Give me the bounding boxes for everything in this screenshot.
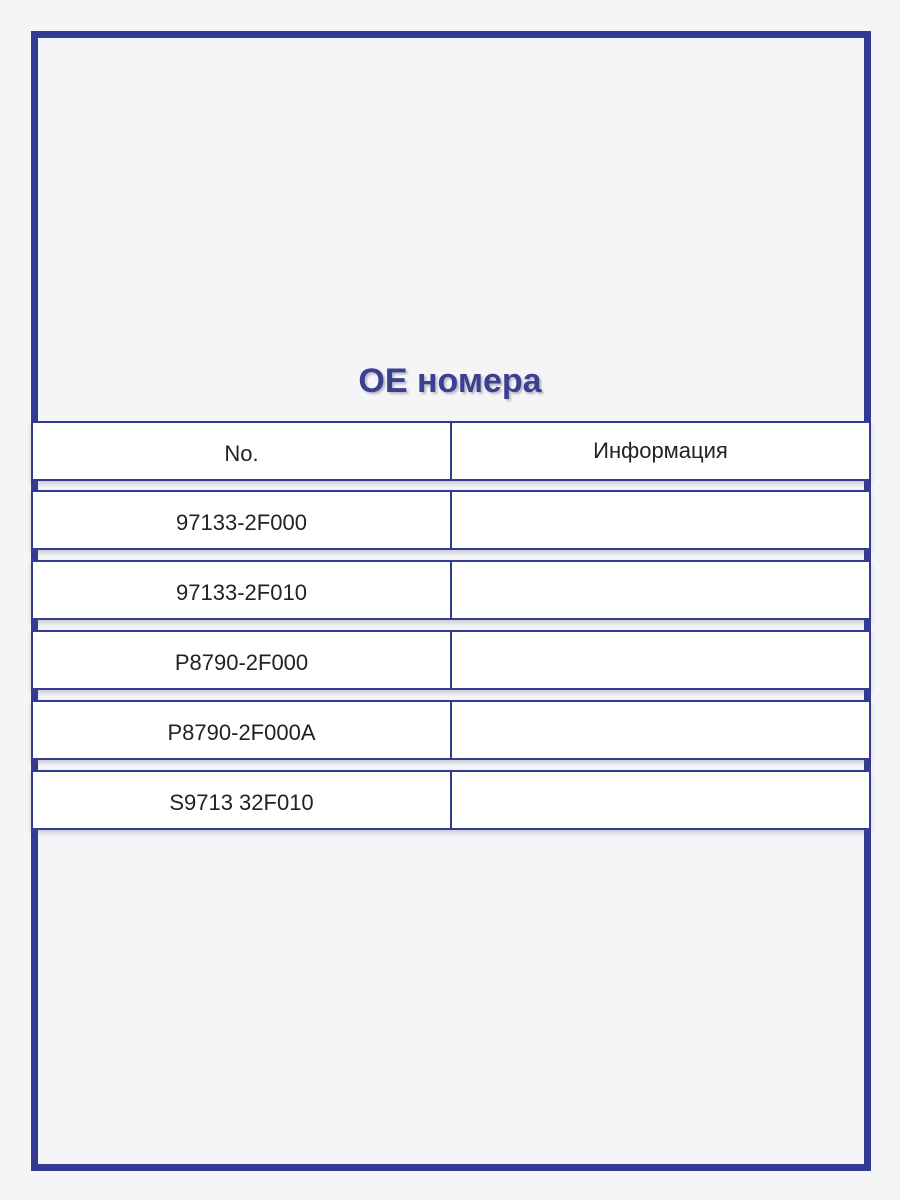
info-cell xyxy=(452,562,869,618)
header-cell-number xyxy=(33,423,452,479)
oe-number-cell xyxy=(33,562,452,618)
oe-number: 97133-2F010 xyxy=(176,580,307,605)
info-cell xyxy=(452,632,869,688)
table-row xyxy=(31,630,871,690)
oe-number-cell xyxy=(33,702,452,758)
info-cell xyxy=(452,492,869,548)
info-cell xyxy=(452,772,869,828)
oe-number-cell xyxy=(33,772,452,828)
page-title: OE номера xyxy=(358,362,542,400)
oe-number-cell xyxy=(33,492,452,548)
table-row xyxy=(31,490,871,550)
table-header-row xyxy=(31,421,871,481)
oe-number: S9713 32F010 xyxy=(169,790,314,815)
table-row xyxy=(31,560,871,620)
header-cell-info xyxy=(452,423,869,479)
table-row xyxy=(31,700,871,760)
oe-number-cell xyxy=(33,632,452,688)
oe-number: P8790-2F000A xyxy=(167,720,316,745)
oe-number: 97133-2F000 xyxy=(176,510,307,535)
header-number-label: No. xyxy=(224,441,259,466)
table-row xyxy=(31,770,871,830)
info-cell xyxy=(452,702,869,758)
oe-number: P8790-2F000 xyxy=(174,650,309,675)
header-info-label: Информация xyxy=(593,438,728,463)
